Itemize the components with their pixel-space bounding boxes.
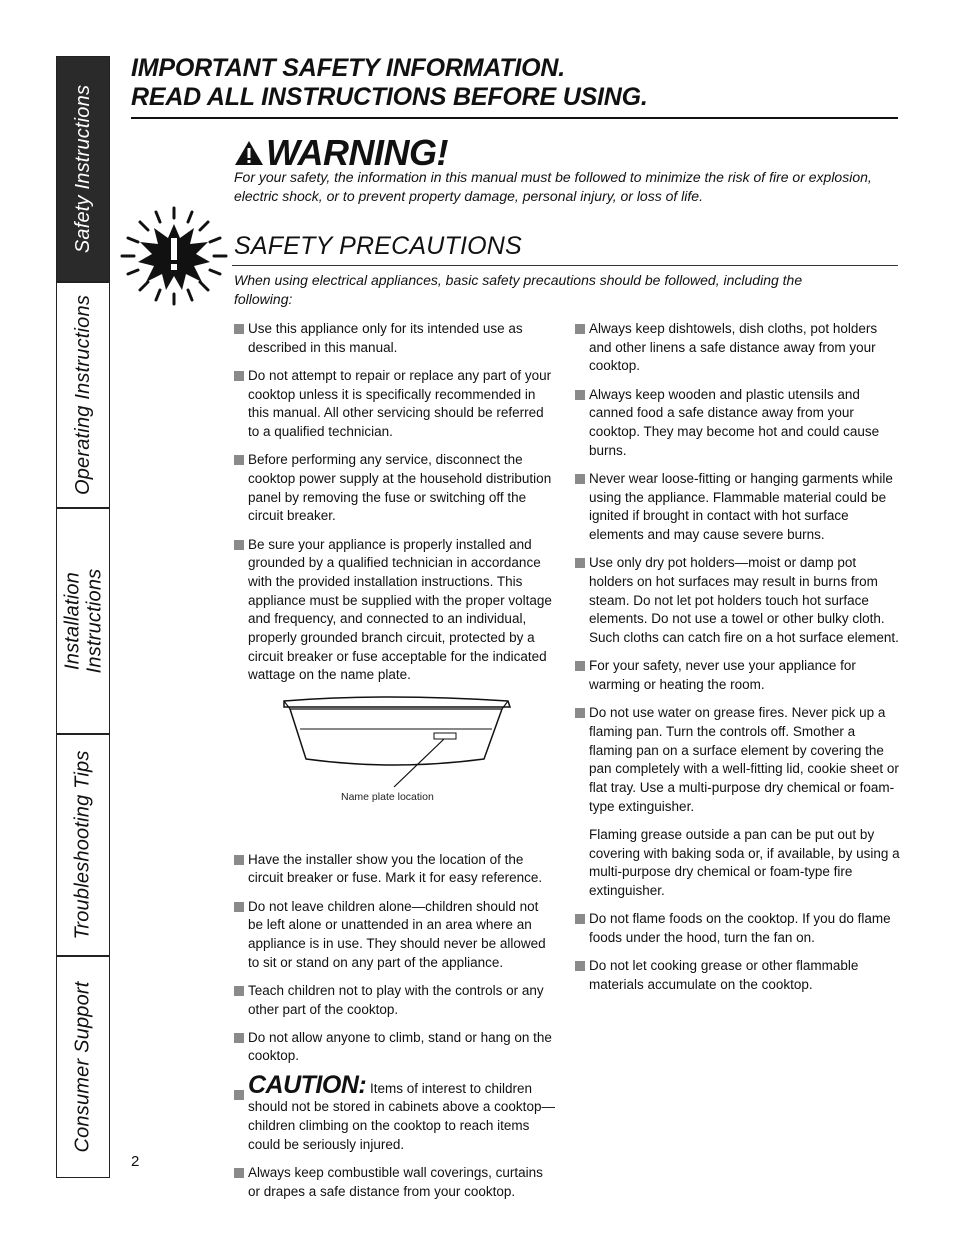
square-bullet-icon (234, 324, 244, 334)
item-text: Teach children not to play with the controls or any other part of the cooktop. (248, 982, 544, 1017)
square-bullet-icon (575, 390, 585, 400)
list-item (575, 320, 900, 376)
page-number: 2 (131, 1153, 140, 1170)
section-tabs (56, 56, 112, 1178)
square-bullet-icon (575, 558, 585, 568)
list-item (575, 554, 900, 648)
list-item (234, 851, 556, 888)
tab-consumer-support[interactable] (56, 956, 110, 1178)
tab-safety-instructions[interactable] (56, 56, 110, 282)
list-item (575, 657, 900, 694)
tab-troubleshooting-tips[interactable] (56, 734, 110, 956)
square-bullet-icon (575, 961, 585, 971)
item-text: Have the installer show you the location of the circuit breaker or fuse. Mark it for easy reference. (248, 851, 543, 886)
caution-label: CAUTION: (248, 1070, 367, 1099)
item-text: Always keep dishtowels, dish cloths, pot holders and other linens a safe distance away from your cooktop. (589, 321, 878, 374)
item-text: Do not use water on grease fires. Never pick up a flaming pan. Turn the controls off. Smother a flaming pan on a surface element by covering the pan completely with a well-fitting lid, cookie sheet or flat tray. Use a multi-purpose dry chemical or foam-type extinguisher. (589, 705, 899, 814)
square-bullet-icon (234, 1033, 244, 1043)
square-bullet-icon (234, 902, 244, 912)
square-bullet-icon (575, 661, 585, 671)
exclamation-burst-icon (118, 204, 230, 308)
section-divider (232, 265, 898, 266)
list-item (234, 1164, 556, 1201)
section-intro: When using electrical appliances, basic safety precautions should be followed, including the following: (234, 272, 803, 307)
square-bullet-icon (234, 1090, 244, 1100)
list-item (575, 386, 900, 461)
caution-item (234, 1070, 556, 1155)
square-bullet-icon (234, 855, 244, 865)
item-text: Always keep combustible wall coverings, curtains or drapes a safe distance from your cooktop. (248, 1165, 543, 1199)
tab-label: Troubleshooting Tips (72, 750, 95, 940)
item-text: Use this appliance only for its intended use as described in this manual. (248, 321, 523, 355)
left-column (234, 320, 556, 1211)
square-bullet-icon (234, 540, 244, 550)
list-item (575, 704, 900, 816)
list-item (234, 536, 556, 686)
list-item (234, 451, 556, 526)
list-item (234, 982, 556, 1019)
tab-label: Consumer Support (72, 981, 94, 1153)
list-item (234, 898, 556, 973)
tab-operating-instructions[interactable] (56, 282, 110, 508)
caution-text: Items of interest to children should not be stored in cabinets above a cooktop—children climbing on the cooktop to reach items could be seriously injured. (248, 1080, 555, 1152)
right-column (575, 320, 900, 1004)
list-item (575, 470, 900, 545)
tab-label: Installation Instructions (61, 568, 105, 674)
figure-caption: Name plate location (341, 790, 434, 803)
list-item (575, 910, 900, 947)
item-text: Do not let cooking grease or other flammable materials accumulate on the cooktop. (589, 958, 859, 992)
square-bullet-icon (575, 708, 585, 718)
page-header (131, 54, 901, 112)
warning-triangle-icon (234, 139, 264, 167)
list-item (234, 320, 556, 357)
tab-installation-instructions[interactable] (56, 508, 110, 734)
item-text: Be sure your appliance is properly installed and grounded by a qualified technician in accordance with the provided installation instructions. This appliance must be supplied with the proper voltage and frequency, and connected to an individual, properly grounded branch circuit, protected by a circuit breaker or fuse acceptable for the indicated wattage on the name plate. (248, 536, 552, 683)
item-text: Do not flame foods on the cooktop. If you do flame foods under the hood, turn the fan on. (589, 911, 891, 945)
warning-body: For your safety, the information in this manual must be followed to minimize the risk of fire or explosion, electric shock, or to prevent property damage, personal injury, or loss of life. (234, 169, 872, 204)
square-bullet-icon (575, 914, 585, 924)
item-text: For your safety, never use your appliance for warming or heating the room. (589, 658, 856, 692)
item-text: Never wear loose-fitting or hanging garments while using the appliance. Flammable material could be ignited if brought in contact with hot surface elements and may cause severe burns. (589, 470, 893, 543)
square-bullet-icon (575, 474, 585, 484)
square-bullet-icon (234, 986, 244, 996)
item-text: Do not leave children alone—children should not be left alone or unattended in an area where an appliance is in use. They should never be allowed to sit or stand on any part of the appliance. (248, 898, 546, 970)
item-text: Do not attempt to repair or replace any part of your cooktop unless it is specifically recommended in this manual. All other servicing should be referred to a qualified technician. (248, 367, 552, 440)
header-line-2: READ ALL INSTRUCTIONS BEFORE USING. (131, 83, 648, 111)
list-item (234, 1029, 556, 1066)
square-bullet-icon (234, 371, 244, 381)
cooktop-illustration (234, 695, 556, 790)
item-text: Always keep wooden and plastic utensils and canned food a safe distance away from your cooktop. They may become hot and could cause burns. (589, 386, 880, 458)
item-text: Use only dry pot holders—moist or damp pot holders on hot surfaces may result in burns from steam. Do not let pot holders touch hot surface elements. Do not use a towel or other bulky cloth. Such cloths can catch fire on a hot surface element. (589, 555, 899, 646)
header-divider (131, 117, 898, 119)
header-line-1: IMPORTANT SAFETY INFORMATION. (131, 54, 566, 82)
square-bullet-icon (234, 1168, 244, 1178)
tab-label: Operating Instructions (72, 294, 94, 496)
item-text: Do not allow anyone to climb, stand or hang on the cooktop. (248, 1029, 552, 1064)
square-bullet-icon (575, 324, 585, 334)
tab-label: Safety Instructions (72, 84, 95, 254)
grease-fire-paragraph: Flaming grease outside a pan can be put out by covering with baking soda or, if available, by using a multi-purpose dry chemical or foam-type fire extinguisher. (589, 826, 900, 898)
list-item (234, 367, 556, 442)
cooktop-figure (234, 695, 556, 845)
section-title: SAFETY PRECAUTIONS (234, 232, 522, 260)
list-item (575, 957, 900, 994)
item-text: Before performing any service, disconnect the cooktop power supply at the household distribution panel by removing the fuse or switching off the circuit breaker. (248, 452, 552, 524)
warning-title: WARNING! (266, 132, 448, 173)
square-bullet-icon (234, 455, 244, 465)
